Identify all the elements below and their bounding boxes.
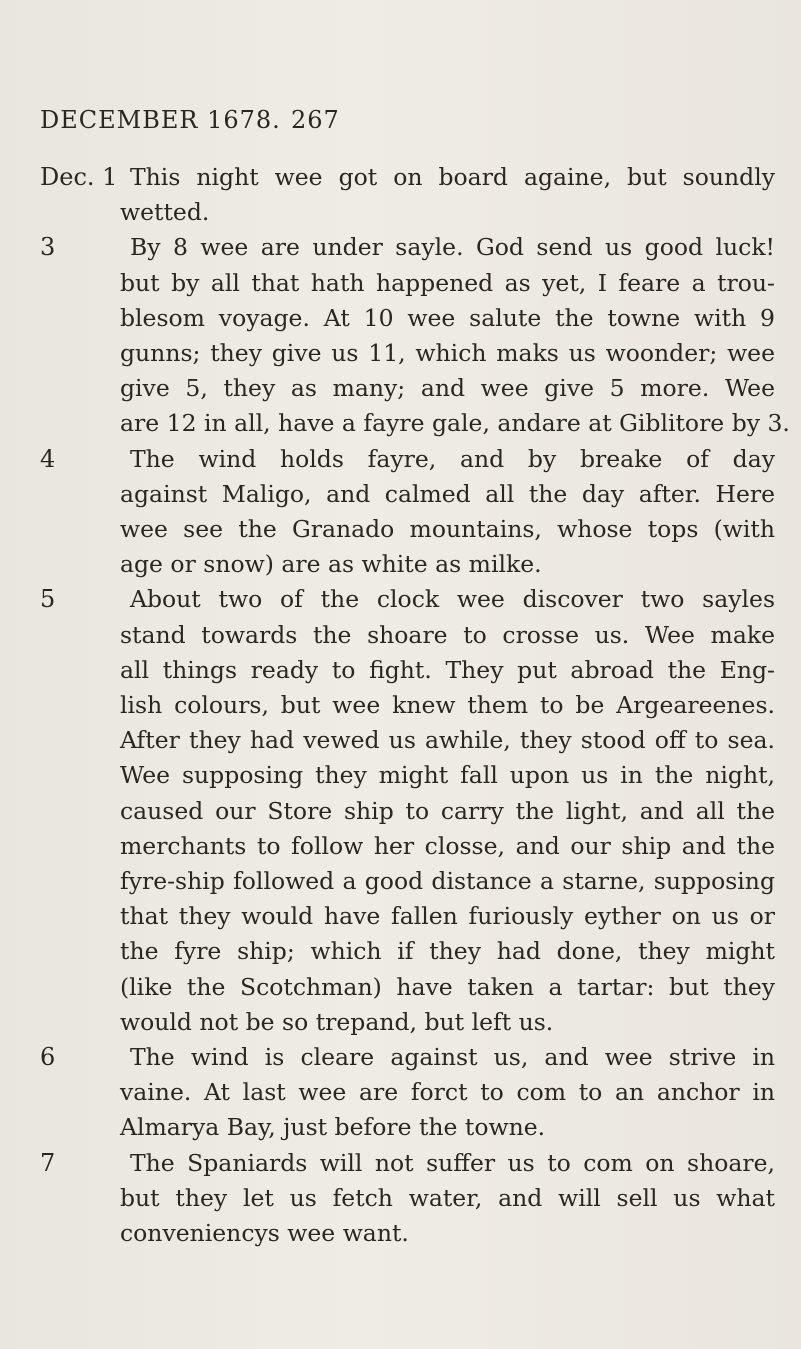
margin-date: 6 <box>40 1043 56 1072</box>
text-line: The wind holds fayre, and by breake of day <box>130 444 775 473</box>
entry-text <box>120 1146 775 1252</box>
diary-entry <box>0 1040 801 1146</box>
text-line: age or snow) are as white as milke. <box>120 550 542 579</box>
text-line: give 5, they as many; and wee give 5 more. Wee <box>120 374 775 403</box>
entry-text <box>120 160 775 230</box>
running-head-title: DECEMBER 1678. <box>40 106 281 134</box>
text-line: stand towards the shoare to crosse us. Wee make <box>120 620 775 649</box>
text-line: lish colours, but wee knew them to be Argeareenes. <box>120 691 775 720</box>
text-line: all things ready to fight. They put abroad the Eng- <box>120 655 775 684</box>
margin-date: 5 <box>40 585 56 614</box>
diary-entry <box>0 1146 801 1252</box>
text-line: By 8 wee are under sayle. God send us good luck! <box>130 233 775 262</box>
text-line: (like the Scotchman) have taken a tartar: but they <box>120 972 775 1001</box>
diary-entries <box>0 160 801 1251</box>
text-line: vaine. At last wee are forct to com to an anchor in <box>120 1078 775 1107</box>
diary-entry <box>0 230 801 441</box>
entry-text <box>120 582 775 1040</box>
text-line: Almarya Bay, just before the towne. <box>120 1113 546 1142</box>
text-line: against Maligo, and calmed all the day after. Here <box>120 479 775 508</box>
text-line: but by all that hath happened as yet, I feare a trou- <box>120 268 775 297</box>
margin-date: 7 <box>40 1148 56 1177</box>
text-line: but they let us fetch water, and will sell us what <box>120 1183 775 1212</box>
text-line: would not be so trepand, but left us. <box>120 1007 554 1036</box>
margin-date: Dec. 1 <box>40 163 118 191</box>
diary-entry <box>0 160 801 230</box>
entry-text <box>120 230 790 441</box>
text-line: The wind is cleare against us, and wee strive in <box>130 1043 775 1072</box>
text-line: The Spaniards will not suffer us to com on shoare, <box>130 1148 775 1177</box>
text-line: conveniencys wee want. <box>120 1219 409 1248</box>
margin-date: 3 <box>40 233 56 262</box>
text-line: merchants to follow her closse, and our ship and the <box>120 831 775 860</box>
running-head <box>40 104 780 136</box>
page-number: 267 <box>291 106 340 134</box>
text-line: wetted. <box>120 198 210 227</box>
entry-text <box>120 1040 775 1146</box>
text-line: fyre-ship followed a good distance a starne, supposing <box>120 867 775 896</box>
diary-entry <box>0 442 801 583</box>
text-line: the fyre ship; which if they had done, they might <box>120 937 775 966</box>
text-line: Wee supposing they might fall upon us in the night, <box>120 761 775 790</box>
text-line: that they would have fallen furiously eyther on us or <box>120 902 775 931</box>
margin-date: 4 <box>40 444 56 473</box>
text-line: This night wee got on board againe, but soundly <box>130 163 775 191</box>
entry-text <box>120 442 775 583</box>
diary-entry <box>0 582 801 1040</box>
text-line: wee see the Granado mountains, whose tops (with <box>120 515 775 544</box>
text-line: are 12 in all, have a fayre gale, andare at Giblitore by 3. <box>120 409 790 438</box>
text-line: caused our Store ship to carry the light, and all the <box>120 796 775 825</box>
text-line: blesom voyage. At 10 wee salute the towne with 9 <box>120 303 775 332</box>
text-line: About two of the clock wee discover two sayles <box>130 585 775 614</box>
text-line: gunns; they give us 11, which maks us woonder; wee <box>120 339 775 368</box>
text-line: After they had vewed us awhile, they stood off to sea. <box>120 726 775 755</box>
